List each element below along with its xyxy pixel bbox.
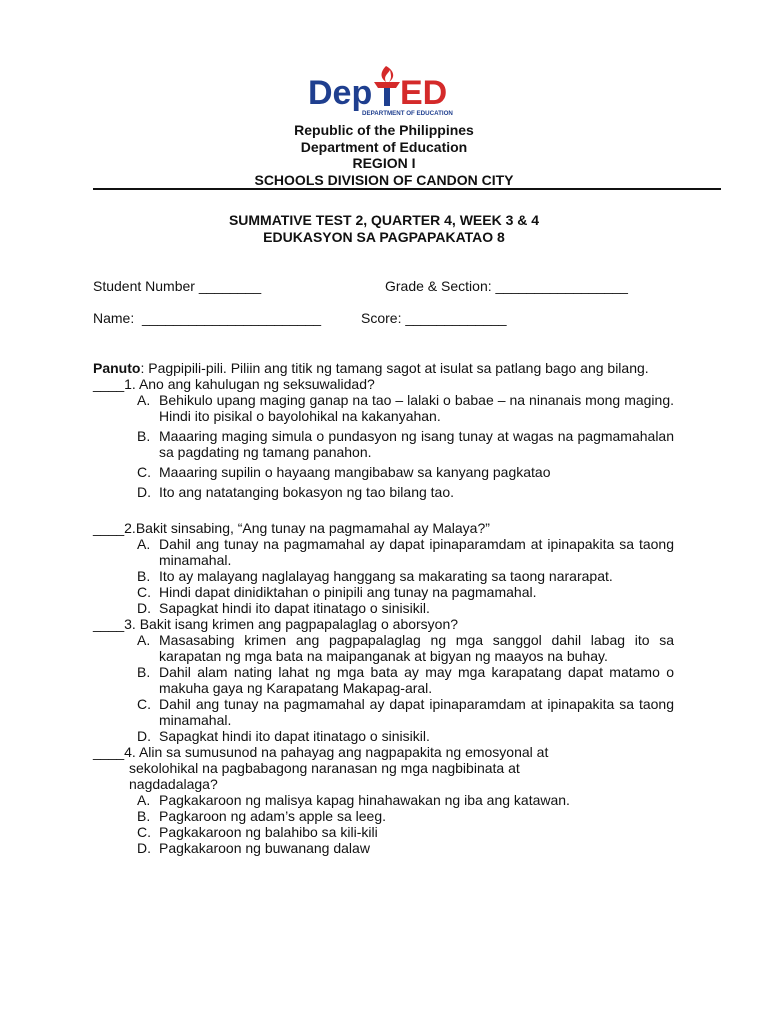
- test-body: [93, 360, 674, 856]
- question-2-options: [137, 536, 674, 616]
- option-4b[interactable]: B. Pagkaroon ng adam’s apple sa leeg.: [137, 808, 387, 824]
- header-region: REGION I: [352, 155, 416, 171]
- option-1d[interactable]: D. Ito ang natatanging bokasyon ng tao bilang tao.: [137, 484, 455, 500]
- header-divider: [93, 188, 721, 190]
- test-title: SUMMATIVE TEST 2, QUARTER 4, WEEK 3 & 4: [228, 212, 540, 228]
- logo-text-dep: Dep: [308, 74, 373, 112]
- option-2a[interactable]: A. Dahil ang tunay na pagmamahal ay dapat ipinaparamdam at ipinapakita sa taong minamahal.: [137, 536, 674, 568]
- option-3b[interactable]: B. Dahil alam nating lahat ng mga bata ay may mga karapatang dapat matamo o makuha gaya ng Karapatang Makapag-aral.: [137, 664, 674, 696]
- option-4a[interactable]: A. Pagkakaroon ng malisya kapag hinahawakan ng iba ang katawan.: [137, 792, 570, 808]
- option-4d[interactable]: D. Pagkakaroon ng buwanang dalaw: [137, 840, 370, 856]
- logo-subtext: DEPARTMENT OF EDUCATION: [362, 110, 453, 117]
- subject-title: EDUKASYON SA PAGPAPAKATAO 8: [263, 229, 505, 245]
- question-2-stem: ____2.Bakit sinsabing, “Ang tunay na pagmamahal ay Malaya?”: [93, 520, 490, 536]
- logo-text-ed: ED: [400, 74, 448, 112]
- grade-section-field[interactable]: Grade & Section: _________________: [385, 278, 628, 294]
- option-1b[interactable]: B. Maaaring maging simula o pundasyon ng isang tunay at wagas na pagmamahalan sa pagdating ng tamang panahon.: [137, 428, 674, 460]
- option-3d[interactable]: D. Sapagkat hindi ito dapat itinatago o sinisikil.: [137, 728, 430, 744]
- option-2d[interactable]: D. Sapagkat hindi ito dapat itinatago o sinisikil.: [137, 600, 430, 616]
- score-field[interactable]: Score: _____________: [361, 310, 507, 326]
- question-4-options: [137, 792, 674, 856]
- question-1-stem: ____1. Ano ang kahulugan ng seksuwalidad?: [93, 376, 375, 392]
- question-3-stem: ____3. Bakit isang krimen ang pagpapalaglag o aborsyon?: [93, 616, 459, 632]
- header-department: Department of Education: [300, 139, 468, 155]
- question-4-stem: ____4. Alin sa sumusunod na pahayag ang nagpapakita ng emosyonal at: [93, 744, 549, 760]
- instructions-label: Panuto: [93, 360, 141, 376]
- student-number-field[interactable]: Student Number ________: [93, 278, 262, 294]
- option-2c[interactable]: C. Hindi dapat dinidiktahan o pinipili ang tunay na pagmamahal.: [137, 584, 537, 600]
- header-division: SCHOOLS DIVISION OF CANDON CITY: [254, 172, 514, 188]
- name-field[interactable]: Name: _______________________: [93, 310, 322, 326]
- question-4-stem-cont1: sekolohikal na pagbabagong naranasan ng mga nagbibinata at: [129, 760, 520, 776]
- question-4-stem-cont2: nagdadalaga?: [129, 776, 218, 792]
- option-2b[interactable]: B. Ito ay malayang naglalayag hanggang sa makarating sa taong nararapat.: [137, 568, 613, 584]
- option-1c[interactable]: C. Maaaring supilin o hayaang mangibabaw sa kanyang pagkatao: [137, 464, 551, 480]
- option-1a[interactable]: A. Behikulo upang maging ganap na tao – lalaki o babae – na ninanais mong maging. Hindi ito pisikal o bayolohikal na kakanyahan.: [137, 392, 674, 424]
- instructions: [93, 360, 674, 376]
- question-3-options: [137, 632, 674, 744]
- question-1-options: [137, 392, 674, 500]
- instructions-text: : Pagpipili-pili. Piliin ang titik ng tamang sagot at isulat sa patlang bago ang bilang.: [140, 360, 649, 376]
- option-4c[interactable]: C. Pagkakaroon ng balahibo sa kili-kili: [137, 824, 378, 840]
- header-republic: Republic of the Philippines: [294, 122, 474, 138]
- option-3a[interactable]: A. Masasabing krimen ang pagpapalaglag ng mga sanggol dahil labag ito sa karapatan ng mga bata na maipanganak at bigyan ng maayos na buhay.: [137, 632, 674, 664]
- option-3c[interactable]: C. Dahil ang tunay na pagmamahal ay dapat ipinaparamdam at ipinapakita sa taong minamahal.: [137, 696, 674, 728]
- deped-logo: [300, 62, 470, 118]
